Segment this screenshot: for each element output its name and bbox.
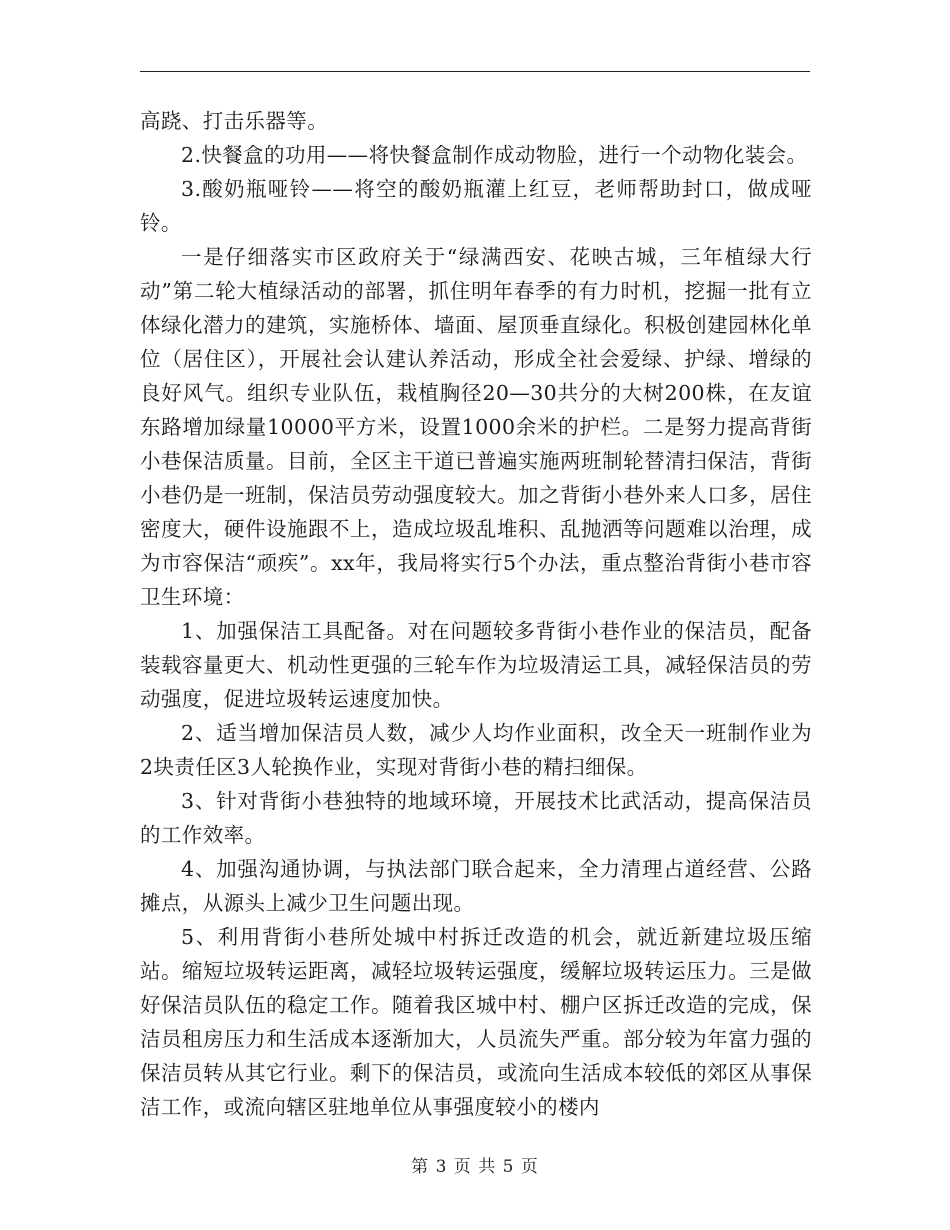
- paragraph: 5、利用背街小巷所处城中村拆迁改造的机会，就近新建垃圾压缩站。缩短垃圾转运距离，减轻垃圾转运强度，缓解垃圾转运压力。三是做好保洁员队伍的稳定工作。随着我区城中村、棚户区拆迁改造的完成，保洁员租房压力和生活成本逐渐加大，人员流失严重。部分较为年富力强的保洁员转从其它行业。剩下的保洁员，或流向生活成本较低的郊区从事保洁工作，或流向辖区驻地单位从事强度较小的楼内: [140, 925, 812, 1119]
- paragraph: 4、加强沟通协调，与执法部门联合起来，全力清理占道经营、公路摊点，从源头上减少卫生问题出现。: [140, 857, 812, 915]
- page-number-footer: 第 3 页 共 5 页: [411, 1157, 539, 1177]
- paragraph: 1、加强保洁工具配备。对在问题较多背街小巷作业的保洁员，配备装载容量更大、机动性更强的三轮车作为垃圾清运工具，减轻保洁员的劳动强度，促进垃圾转运速度加快。: [140, 619, 812, 711]
- paragraph: 2、适当增加保洁员人数，减少人均作业面积，改全天一班制作业为2块责任区3人轮换作业，实现对背街小巷的精扫细保。: [140, 721, 812, 779]
- paragraph: 3、针对背街小巷独特的地域环境，开展技术比武活动，提高保洁员的工作效率。: [140, 789, 812, 847]
- paragraph: 3.酸奶瓶哑铃——将空的酸奶瓶灌上红豆，老师帮助封口，做成哑铃。: [140, 177, 812, 235]
- paragraph: 一是仔细落实市区政府关于“绿满西安、花映古城，三年植绿大行动”第二轮大植绿活动的部署，抓住明年春季的有力时机，挖掘一批有立体绿化潜力的建筑，实施桥体、墙面、屋顶垂直绿化。积极创建园林化单位（居住区），开展社会认建认养活动，形成全社会爱绿、护绿、增绿的良好风气。组织专业队伍，栽植胸径20—30共分的大树200株，在友谊东路增加绿量10000平方米，设置1000余米的护栏。二是努力提高背街小巷保洁质量。目前，全区主干道已普遍实施两班制轮替清扫保洁，背街小巷仍是一班制，保洁员劳动强度较大。加之背街小巷外来人口多，居住密度大，硬件设施跟不上，造成垃圾乱堆积、乱抛洒等问题难以治理，成为市容保洁“顽疾”。xx年，我局将实行5个办法，重点整治背街小巷市容卫生环境：: [140, 245, 812, 609]
- header-rule: [140, 71, 810, 72]
- paragraph: 高跷、打击乐器等。: [140, 109, 329, 133]
- document-body: [140, 104, 812, 1124]
- paragraph: 2.快餐盒的功用——将快餐盒制作成动物脸，进行一个动物化装会。: [181, 143, 808, 167]
